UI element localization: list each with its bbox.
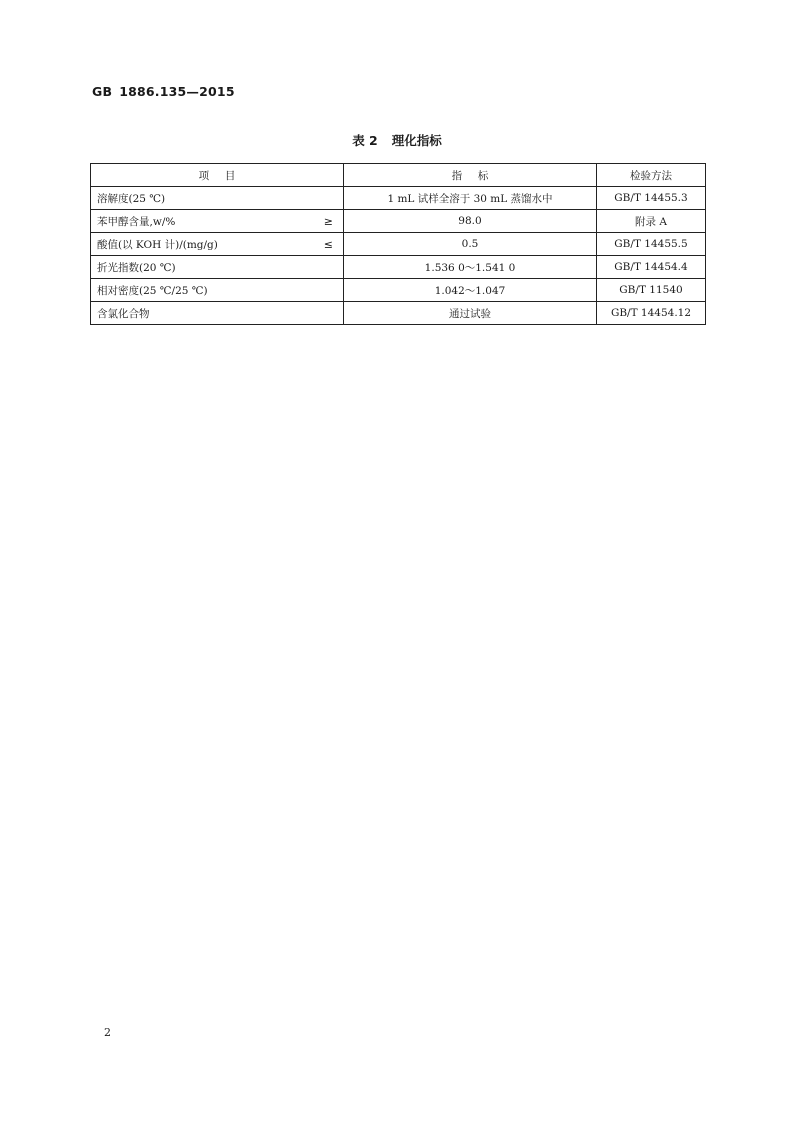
column-header-item: 项目	[91, 164, 344, 187]
item-label: 溶解度(25 ℃)	[97, 192, 166, 205]
physicochemical-spec-table	[90, 163, 706, 325]
column-header-value: 指标	[344, 164, 597, 187]
table-row	[91, 279, 706, 302]
table-caption	[0, 131, 794, 149]
column-header-method: 检验方法	[597, 164, 706, 187]
table-row	[91, 210, 706, 233]
item-cell	[91, 187, 344, 210]
method-cell: GB/T 14454.12	[597, 302, 706, 325]
table-row	[91, 187, 706, 210]
table-header-row	[91, 164, 706, 187]
item-cell	[91, 233, 344, 256]
table-caption-number: 表 2	[352, 133, 378, 148]
method-cell: GB/T 14455.5	[597, 233, 706, 256]
item-label: 苯甲醇含量,w/%	[97, 215, 176, 228]
comparison-symbol: ≥	[323, 214, 333, 228]
item-label: 折光指数(20 ℃)	[97, 261, 176, 274]
value-cell: 1.042～1.047	[344, 279, 597, 302]
value-cell: 1.536 0～1.541 0	[344, 256, 597, 279]
standard-prefix: GB	[92, 84, 113, 99]
standard-number: 1886.135—2015	[119, 84, 235, 99]
item-cell	[91, 210, 344, 233]
page-number: 2	[104, 1026, 111, 1039]
value-cell: 1 mL 试样全溶于 30 mL 蒸馏水中	[344, 187, 597, 210]
value-cell: 通过试验	[344, 302, 597, 325]
table-row	[91, 256, 706, 279]
method-cell: GB/T 11540	[597, 279, 706, 302]
method-cell: 附录 A	[597, 210, 706, 233]
item-label: 相对密度(25 ℃/25 ℃)	[97, 284, 208, 297]
table-caption-title: 理化指标	[391, 133, 442, 148]
document-header	[92, 84, 235, 99]
value-cell: 0.5	[344, 233, 597, 256]
comparison-symbol: ≤	[323, 237, 333, 251]
value-cell: 98.0	[344, 210, 597, 233]
method-cell: GB/T 14454.4	[597, 256, 706, 279]
item-cell	[91, 302, 344, 325]
table-row	[91, 302, 706, 325]
method-cell: GB/T 14455.3	[597, 187, 706, 210]
item-label: 含氯化合物	[97, 307, 150, 320]
item-cell	[91, 256, 344, 279]
table-row	[91, 233, 706, 256]
item-cell	[91, 279, 344, 302]
item-label: 酸值(以 KOH 计)/(mg/g)	[97, 238, 218, 251]
